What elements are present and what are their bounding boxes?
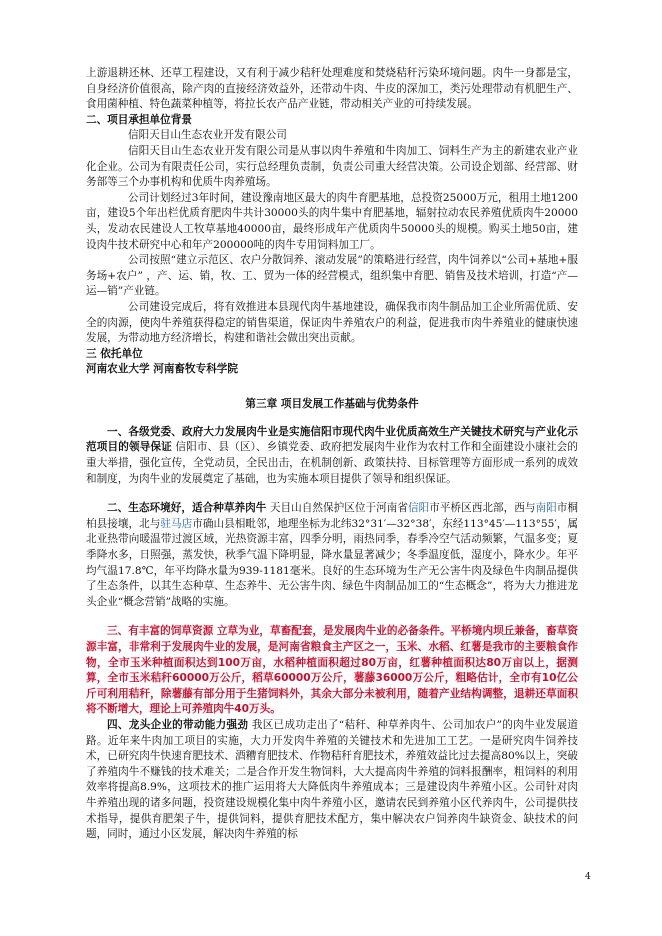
paragraph-company-strategy: 公司按照“建立示范区、农户分散饲养、滚动发展”的策略进行经营，肉牛饲养以“公司+基地+服务场+农户” ，产、运、销，牧、工、贸为一体的经营模式，组织集中育肥、销售及技术培训，打造“产—运—销”产业链。 bbox=[86, 254, 578, 298]
section-3-body: 立草为业，草畜配套，是发展肉牛业的必备条件。平桥境内坝丘兼备，畜草资源丰富，非常利于发展肉牛业的发展，是河南省粮食主产区之一，玉米、水稻、红薯是我市的主要粮食作物，全市玉米种植面积达到100万亩，水稻种植面积超过80万亩，红薯种植面积达80万亩以上，据测算，全市玉米秸秆60000万公斤，稻草60000万公斤，薯藤36000万公斤，粗略估计，全市有10亿公斤可利用秸秆，除薯藤有部分用于生猪饲料外，其余大部分未被利用，随着产业结构调整，退耕还草面积将不断增大，理论上可养殖肉牛40万头。 bbox=[86, 625, 579, 716]
city-link-zhumadian: 驻马店 bbox=[160, 517, 193, 530]
paragraph-section-1 bbox=[86, 425, 578, 487]
city-link-xinyang: 信阳 bbox=[407, 502, 430, 515]
support-units: 河南农业大学 河南畜牧专科学院 bbox=[86, 363, 238, 376]
section-1-body: 信阳市、县（区）、乡镇党委、政府把发展肉牛业作为农村工作和全面建设小康社会的重大举措，强化宣传，全党动员，全民出击，在机制创新、政策扶持、目标管理等方面形成一系列的成效和制度，为肉牛业的发展奠定了基础，也为实施本项目提供了领导和组织保证。 bbox=[86, 441, 578, 485]
paragraph-section-2 bbox=[86, 501, 578, 610]
document-page bbox=[86, 66, 578, 843]
section-2-text-c: 市桐柏县接壤，北与 bbox=[86, 502, 579, 530]
section-1-title: 一、各级党委、政府大力发展肉牛业是实施信阳市现代肉牛业优质高效生产关键技术研究与产业化示范项目的领导保证 bbox=[86, 425, 578, 454]
section-2-text-a: 天目山自然保护区位于河南省 bbox=[266, 502, 408, 515]
paragraph-section-3 bbox=[86, 624, 578, 718]
section-heading-2: 二、项目承担单位背景 bbox=[86, 113, 192, 126]
paragraph-intro: 上游退耕还林、还草工程建设，又有利于减少秸秆处理难度和焚烧秸秆污染环境问题。肉牛一身都是宝，自身经济价值很高，除产肉的直接经济效益外，还带动牛肉、牛皮的深加工，类污处理带动有机肥生产、食用菌种植、特色蔬菜种植等，将拉长农产品产业链，带动相关产业的可持续发展。 bbox=[86, 67, 578, 111]
section-3-title: 三、有丰富的饲草资源 bbox=[107, 625, 214, 638]
paragraph-company-plan: 公司计划经过3年时间，建设豫南地区最大的肉牛育肥基地，总投资25000万元，租用土地1200亩，建设5个年出栏优质育肥肉牛共计30000头的肉牛集中育肥基地，辐射拉动农民养殖优质肉牛20000头，发动农民建设人工牧草基地40000亩，最终形成年产优质肉牛50000头的规模。购买土地50亩，建设肉牛技术研究中心和年产200000吨的肉牛专用饲料加工厂。 bbox=[86, 191, 578, 251]
section-2-title: 二、生态环境好，适合种草养肉牛 bbox=[107, 502, 267, 515]
page-number: 4 bbox=[585, 872, 591, 882]
paragraph-company-outcome: 公司建设完成后，将有效推进本县现代肉牛基地建设，确保我市肉牛制品加工企业所需优质、安全的肉源，使肉牛养殖获得稳定的销售渠道，保证肉牛养殖农户的利益，促进我市肉牛养殖业的健康快速发展，为带动地方经济增长，构建和谐社会做出突出贡献。 bbox=[86, 300, 578, 345]
section-4-body: 我区已成功走出了“秸秆、种草养肉牛、公司加农户”的肉牛业发展道路。近年来牛肉加工项目的实施，大力开发肉牛养殖的关键技术和先进加工工艺。一是研究肉牛饲养技术，已研究肉牛快速育肥技术、酒糟育肥技术、作物秸秆育肥技术，养殖效益比过去提高80%以上，突破了养殖肉牛不赚钱的技术难关；二是合作开发生物饲料，大大提高肉牛养殖的饲料报酬率，粗饲料的利用效率将提高8.9%，这项技术的推广运用将大大降低肉牛养殖成本；三是建设肉牛养殖小区。公司针对肉牛养殖出现的诸多问题，投资建设规模化集中肉牛养殖小区，邀请农民到养殖小区代养肉牛，公司提供技术指导，提供育肥架子牛，提供饲料，提供育肥技术配方，集中解决农户饲养肉牛缺资金、缺技术的问题，同时，通过小区发展，解决肉牛养殖的标 bbox=[86, 718, 579, 841]
paragraph-company-intro: 信阳天目山生态农业开发有限公司是从事以肉牛养殖和牛肉加工、饲料生产为主的新建农业产业化企业。公司为有限责任公司，实行总经理负责制，负责公司重大经营决策。公司设企划部、经营部、财务部等三个办事机构和优质牛肉养殖场。 bbox=[86, 144, 578, 189]
city-link-nanyang: 南阳 bbox=[535, 502, 557, 515]
section-heading-3: 三 依托单位 bbox=[86, 347, 143, 360]
chapter-title: 第三章 项目发展工作基础与优势条件 bbox=[245, 397, 419, 410]
paragraph-section-4 bbox=[86, 718, 578, 843]
section-2-text-b: 市平桥区西北部，西与 bbox=[429, 502, 536, 515]
section-2-text-d: 市确山县相毗邻，地理坐标为北纬32°31′—32°38′，东经113°45′—113°55′，属北亚热带向暖温带过渡区域，光热资源丰富，四季分明，雨热同季，春季冷空气活动频繁，气温多变；夏季降水多，日照强，蒸发快，秋季气温下降明显，降水量显著减少；冬季温度低，湿度小，降水少。年平均气温17.8℃，年平均降水量为939‑1181毫米。良好的生态环境为生产无公害牛肉及绿色牛肉制品提供了生态条件，以其生态种草、生态养牛、无公害牛肉、绿色牛肉制品加工的“生态概念”，将为大力推进龙头企业“概念营销”战略的实施。 bbox=[86, 517, 579, 608]
company-name: 信阳天目山生态农业开发有限公司 bbox=[128, 129, 287, 142]
section-4-title: 四、龙头企业的带动能力强劲 bbox=[107, 718, 249, 731]
